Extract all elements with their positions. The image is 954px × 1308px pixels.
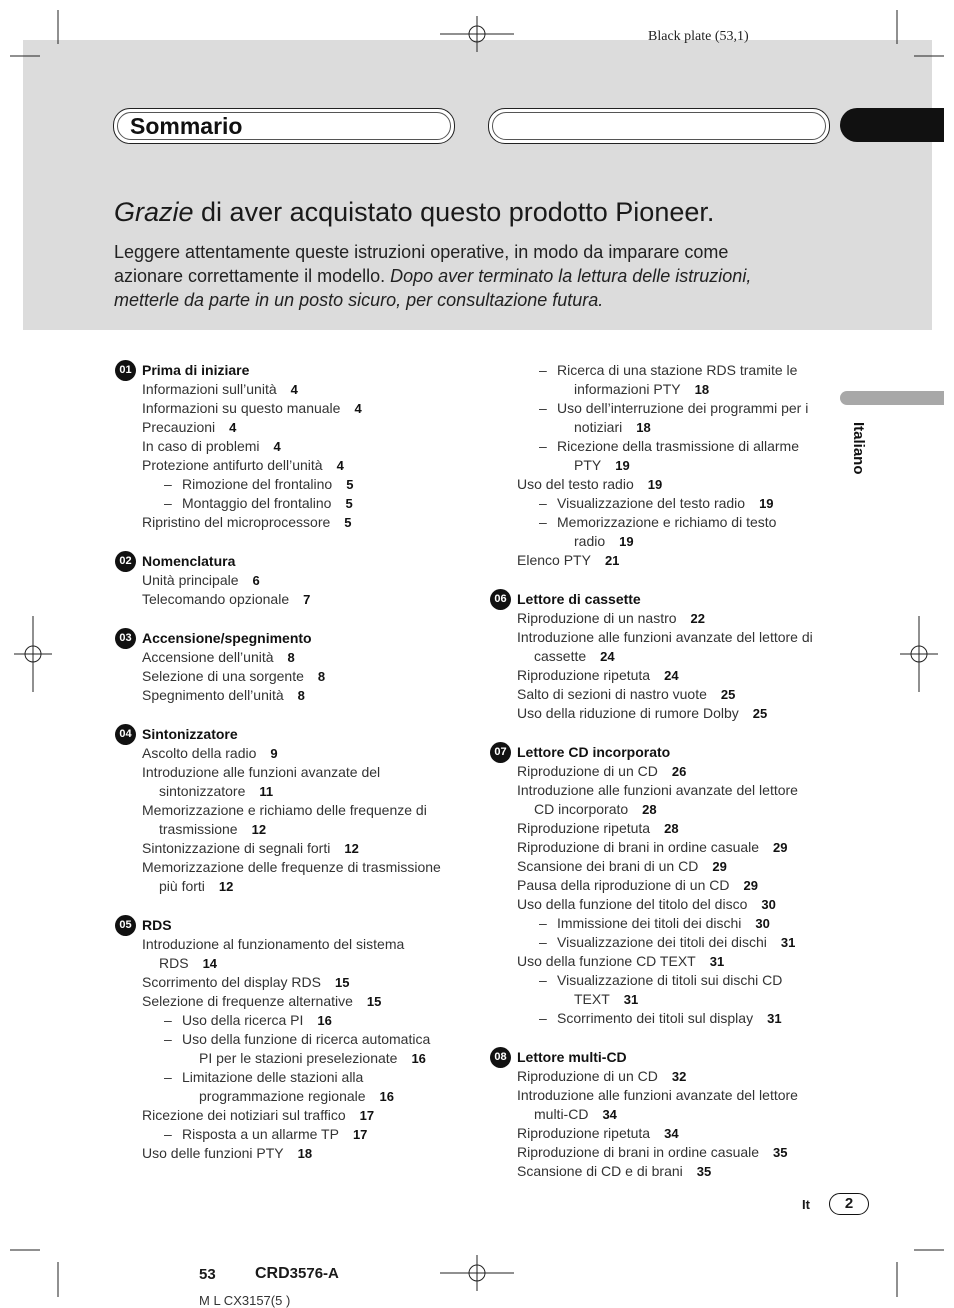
toc-entry-text: Riproduzione ripetuta bbox=[517, 820, 651, 836]
toc-entry[interactable] bbox=[142, 686, 305, 705]
toc-entry-text: Immissione dei titoli dei dischi bbox=[557, 915, 742, 931]
toc-entry-text: Introduzione alle funzioni avanzate del lettore bbox=[517, 1087, 798, 1103]
toc-entry-page: 24 bbox=[600, 649, 615, 664]
toc-entry-continuation[interactable] bbox=[199, 1049, 426, 1068]
toc-dash: – bbox=[164, 1126, 172, 1142]
toc-entry-continuation[interactable] bbox=[159, 877, 233, 896]
toc-entry-text: Uso del testo radio bbox=[517, 476, 634, 492]
toc-entry-text: Informazioni su questo manuale bbox=[142, 400, 341, 416]
toc-entry[interactable] bbox=[517, 876, 758, 895]
toc-entry-text: Accensione dell’unità bbox=[142, 649, 274, 665]
toc-entry-text: Introduzione al funzionamento del sistema bbox=[142, 936, 405, 952]
toc-entry-page: 16 bbox=[317, 1013, 332, 1028]
toc-entry-text: Ricerca di una stazione RDS tramite le bbox=[557, 362, 798, 378]
toc-entry[interactable] bbox=[142, 935, 404, 954]
toc-entry-text: In caso di problemi bbox=[142, 438, 260, 454]
toc-entry-page: 7 bbox=[303, 592, 311, 607]
toc-entry[interactable] bbox=[557, 914, 770, 933]
toc-entry[interactable] bbox=[517, 781, 798, 800]
toc-section-title[interactable]: Lettore di cassette bbox=[517, 591, 641, 607]
toc-entry[interactable] bbox=[557, 361, 797, 380]
toc-entry[interactable] bbox=[182, 1068, 363, 1087]
toc-entry-text: Riproduzione ripetuta bbox=[517, 667, 651, 683]
toc-entry[interactable] bbox=[517, 857, 727, 876]
toc-entry[interactable] bbox=[557, 971, 782, 990]
intro-line-3 bbox=[114, 288, 814, 312]
toc-entry-page: 16 bbox=[379, 1089, 395, 1104]
toc-entry[interactable] bbox=[142, 1106, 374, 1125]
toc-entry-page: 21 bbox=[604, 553, 620, 568]
headline-rest: di aver acquistato questo prodotto Pioneer. bbox=[193, 197, 715, 227]
toc-entry[interactable] bbox=[142, 590, 310, 609]
section-number-badge: 06 bbox=[490, 589, 511, 610]
toc-dash: – bbox=[539, 400, 547, 416]
intro-line-1: Leggere attentamente queste istruzioni operative, in modo da imparare come bbox=[114, 242, 729, 262]
toc-entry-text: Uso delle funzioni PTY bbox=[142, 1145, 284, 1161]
toc-dash: – bbox=[539, 362, 547, 378]
toc-entry-text: Uso dell’interruzione dei programmi per i bbox=[557, 400, 809, 416]
toc-entry-text: Scansione di CD e di brani bbox=[517, 1163, 683, 1179]
toc-entry-text: notiziari bbox=[574, 419, 623, 435]
toc-entry-text: CD incorporato bbox=[534, 801, 629, 817]
toc-entry-page: 34 bbox=[602, 1107, 617, 1122]
toc-entry-page: 12 bbox=[344, 841, 359, 856]
language-tab bbox=[840, 391, 944, 405]
toc-entry-page: 35 bbox=[696, 1164, 712, 1179]
toc-entry-page: 29 bbox=[712, 859, 727, 874]
toc-entry-page: 11 bbox=[259, 784, 274, 799]
toc-entry[interactable] bbox=[182, 1030, 430, 1049]
intro-line-2 bbox=[114, 264, 814, 288]
toc-entry-page: 31 bbox=[623, 992, 639, 1007]
toc-entry-page: 4 bbox=[273, 439, 281, 454]
toc-entry[interactable] bbox=[517, 1067, 686, 1086]
toc-entry-page: 19 bbox=[619, 534, 634, 549]
toc-entry-page: 15 bbox=[334, 975, 350, 990]
toc-dash: – bbox=[539, 495, 547, 511]
toc-entry[interactable] bbox=[557, 437, 799, 456]
toc-entry-page: 35 bbox=[773, 1145, 788, 1160]
intro-line-2-normal: azionare correttamente il modello. bbox=[114, 266, 391, 286]
toc-entry-text: Selezione di una sorgente bbox=[142, 668, 304, 684]
toc-entry-continuation[interactable] bbox=[199, 1087, 394, 1106]
toc-entry-text: informazioni PTY bbox=[574, 381, 681, 397]
toc-entry-page: 26 bbox=[671, 764, 687, 779]
toc-entry-text: Uso della funzione di ricerca automatica bbox=[182, 1031, 431, 1047]
toc-entry-page: 8 bbox=[317, 669, 326, 684]
toc-entry-text: Ascolto della radio bbox=[142, 745, 257, 761]
toc-entry[interactable] bbox=[517, 609, 705, 628]
toc-entry[interactable] bbox=[517, 685, 735, 704]
toc-entry-page: 19 bbox=[759, 496, 774, 511]
black-tab bbox=[840, 108, 944, 142]
toc-entry[interactable] bbox=[517, 1086, 798, 1105]
toc-dash: – bbox=[164, 1069, 172, 1085]
toc-entry-text: Visualizzazione del testo radio bbox=[557, 495, 746, 511]
toc-dash: – bbox=[539, 972, 547, 988]
toc-entry[interactable] bbox=[557, 1009, 782, 1028]
toc-entry-page: 29 bbox=[773, 840, 788, 855]
toc-entry-text: Riproduzione di brani in ordine casuale bbox=[517, 1144, 760, 1160]
toc-entry-text: Visualizzazione dei titoli dei dischi bbox=[557, 934, 767, 950]
toc-entry-page: 12 bbox=[251, 822, 267, 837]
toc-entry-page: 25 bbox=[752, 706, 768, 721]
toc-entry-page: 34 bbox=[664, 1126, 679, 1141]
section-number-badge: 08 bbox=[490, 1047, 511, 1068]
toc-entry-page: 4 bbox=[229, 420, 237, 435]
toc-entry[interactable] bbox=[142, 399, 362, 418]
toc-entry-text: Rimozione del frontalino bbox=[182, 476, 333, 492]
toc-entry-page: 17 bbox=[359, 1108, 375, 1123]
toc-entry-text: Uso della riduzione di rumore Dolby bbox=[517, 705, 739, 721]
toc-entry-page: 8 bbox=[287, 650, 295, 665]
toc-entry-text: Ricezione dei notiziari sul traffico bbox=[142, 1107, 346, 1123]
toc-entry-page: 4 bbox=[354, 401, 362, 416]
toc-entry[interactable] bbox=[517, 1162, 711, 1181]
toc-entry-page: 28 bbox=[664, 821, 679, 836]
section-number-badge: 03 bbox=[115, 628, 136, 649]
toc-entry[interactable] bbox=[142, 992, 381, 1011]
headline-italic: Grazie bbox=[114, 197, 194, 227]
section-number-badge: 04 bbox=[115, 724, 136, 745]
plate-label: Black plate (53,1) bbox=[648, 29, 749, 44]
toc-entry-continuation[interactable] bbox=[574, 990, 638, 1009]
toc-entry-page: 31 bbox=[767, 1011, 782, 1026]
toc-entry-page: 5 bbox=[344, 515, 352, 530]
toc-entry-continuation[interactable] bbox=[574, 418, 651, 437]
toc-entry-text: Informazioni sull’unità bbox=[142, 381, 277, 397]
toc-entry-text: programmazione regionale bbox=[199, 1088, 366, 1104]
toc-entry-page: 6 bbox=[252, 573, 260, 588]
toc-entry-text: Scorrimento del display RDS bbox=[142, 974, 321, 990]
toc-entry-text: Memorizzazione delle frequenze di trasmissione bbox=[142, 859, 441, 875]
headline bbox=[114, 197, 714, 228]
toc-entry-page: 18 bbox=[694, 382, 710, 397]
toc-section-title[interactable]: Nomenclatura bbox=[142, 553, 236, 569]
toc-entry-page: 9 bbox=[270, 746, 278, 761]
footer-cut-off-text: M L CX3157(5 ) bbox=[199, 1293, 291, 1308]
toc-entry[interactable] bbox=[142, 380, 298, 399]
toc-entry-continuation[interactable] bbox=[534, 800, 657, 819]
toc-entry[interactable] bbox=[142, 858, 441, 877]
toc-entry[interactable] bbox=[182, 1125, 367, 1144]
toc-entry-text: multi-CD bbox=[534, 1106, 589, 1122]
toc-section-title[interactable]: Sintonizzatore bbox=[142, 726, 238, 742]
toc-entry-page: 22 bbox=[690, 611, 706, 626]
toc-entry-continuation[interactable] bbox=[574, 456, 630, 475]
toc-entry[interactable] bbox=[517, 666, 679, 685]
toc-entry-text: Selezione di frequenze alternative bbox=[142, 993, 353, 1009]
toc-entry-text: Scorrimento dei titoli sul display bbox=[557, 1010, 754, 1026]
toc-entry-page: 16 bbox=[411, 1051, 426, 1066]
toc-entry[interactable] bbox=[142, 418, 236, 437]
toc-entry[interactable] bbox=[517, 628, 813, 647]
toc-entry-continuation[interactable] bbox=[159, 820, 266, 839]
toc-entry-text: Introduzione alle funzioni avanzate del bbox=[142, 764, 381, 780]
toc-entry-text: RDS bbox=[159, 955, 189, 971]
toc-entry-text: Protezione antifurto dell’unità bbox=[142, 457, 323, 473]
toc-dash: – bbox=[164, 495, 172, 511]
toc-entry[interactable] bbox=[142, 571, 260, 590]
toc-entry-text: Riproduzione di brani in ordine casuale bbox=[517, 839, 760, 855]
toc-entry-page: 24 bbox=[664, 668, 679, 683]
toc-entry[interactable] bbox=[557, 513, 776, 532]
toc-entry[interactable] bbox=[557, 933, 795, 952]
toc-entry-page: 8 bbox=[297, 688, 305, 703]
side-language-label: Italiano bbox=[850, 422, 867, 475]
toc-entry-text: Precauzioni bbox=[142, 419, 216, 435]
toc-section-title[interactable]: Lettore CD incorporato bbox=[517, 744, 671, 760]
toc-entry-page: 12 bbox=[218, 879, 234, 894]
toc-entry-page: 14 bbox=[202, 956, 218, 971]
toc-entry-page: 19 bbox=[647, 477, 663, 492]
toc-entry[interactable] bbox=[142, 456, 344, 475]
toc-entry[interactable] bbox=[142, 667, 325, 686]
toc-dash: – bbox=[164, 1012, 172, 1028]
toc-entry[interactable] bbox=[517, 551, 619, 570]
toc-entry-page: 32 bbox=[671, 1069, 687, 1084]
toc-entry[interactable] bbox=[142, 437, 281, 456]
toc-entry-continuation[interactable] bbox=[159, 782, 273, 801]
toc-entry-text: Riproduzione di un CD bbox=[517, 1068, 658, 1084]
footer-page-number: 2 bbox=[829, 1193, 869, 1215]
section-number-badge: 02 bbox=[115, 551, 136, 572]
toc-entry-text: PI per le stazioni preselezionate bbox=[199, 1050, 398, 1066]
toc-entry-page: 31 bbox=[709, 954, 725, 969]
toc-section-title[interactable]: Lettore multi-CD bbox=[517, 1049, 627, 1065]
toc-entry[interactable] bbox=[557, 494, 774, 513]
toc-dash: – bbox=[164, 476, 172, 492]
toc-entry-text: Uso della funzione del titolo del disco bbox=[517, 896, 748, 912]
toc-entry-text: Memorizzazione e richiamo delle frequenze di bbox=[142, 802, 427, 818]
blank-pill bbox=[488, 108, 830, 144]
toc-entry-text: Scansione dei brani di un CD bbox=[517, 858, 699, 874]
toc-entry-text: Spegnimento dell’unità bbox=[142, 687, 284, 703]
toc-entry[interactable] bbox=[517, 952, 724, 971]
toc-entry-text: Telecomando opzionale bbox=[142, 591, 290, 607]
toc-entry-page: 28 bbox=[642, 802, 657, 817]
toc-entry-text: più forti bbox=[159, 878, 205, 894]
toc-dash: – bbox=[539, 438, 547, 454]
toc-entry-page: 30 bbox=[761, 897, 776, 912]
toc-entry-text: Ricezione della trasmissione di allarme bbox=[557, 438, 799, 454]
toc-entry[interactable] bbox=[517, 838, 788, 857]
toc-entry[interactable] bbox=[517, 1124, 679, 1143]
toc-entry-text: Salto di sezioni di nastro vuote bbox=[517, 686, 707, 702]
toc-entry-text: Limitazione delle stazioni alla bbox=[182, 1069, 364, 1085]
footer-plate-number: 53 bbox=[199, 1266, 216, 1283]
toc-section-title[interactable]: Prima di iniziare bbox=[142, 362, 250, 378]
footer-model-prefix: CRD bbox=[255, 1265, 290, 1282]
toc-entry[interactable] bbox=[142, 801, 427, 820]
toc-entry-text: Uso della funzione CD TEXT bbox=[517, 953, 696, 969]
toc-entry-text: cassette bbox=[534, 648, 587, 664]
toc-entry[interactable] bbox=[182, 1011, 332, 1030]
toc-dash: – bbox=[164, 1031, 172, 1047]
toc-entry[interactable] bbox=[517, 819, 679, 838]
toc-entry[interactable] bbox=[142, 648, 295, 667]
toc-entry-page: 18 bbox=[297, 1146, 313, 1161]
section-title: Sommario bbox=[130, 113, 243, 139]
toc-entry-page: 31 bbox=[780, 935, 796, 950]
toc-entry-page: 4 bbox=[336, 458, 344, 473]
toc-entry[interactable] bbox=[517, 762, 686, 781]
toc-entry-text: Pausa della riproduzione di un CD bbox=[517, 877, 730, 893]
toc-dash: – bbox=[539, 1010, 547, 1026]
toc-entry-text: trasmissione bbox=[159, 821, 238, 837]
toc-entry-page: 15 bbox=[366, 994, 382, 1009]
toc-entry[interactable] bbox=[517, 704, 767, 723]
intro-line-3-italic: metterle da parte in un posto sicuro, per consultazione futura. bbox=[114, 290, 604, 310]
toc-entry-text: Ripristino del microprocessore bbox=[142, 514, 331, 530]
toc-entry-page: 4 bbox=[290, 382, 298, 397]
toc-dash: – bbox=[539, 915, 547, 931]
section-number-badge: 07 bbox=[490, 742, 511, 763]
toc-entry-page: 5 bbox=[346, 477, 354, 492]
toc-entry[interactable] bbox=[182, 475, 353, 494]
toc-entry[interactable] bbox=[142, 839, 359, 858]
toc-section-title[interactable]: Accensione/spegnimento bbox=[142, 630, 312, 646]
toc-entry[interactable] bbox=[517, 475, 662, 494]
toc-entry-text: TEXT bbox=[574, 991, 610, 1007]
intro-paragraph bbox=[114, 240, 814, 312]
toc-entry-text: Elenco PTY bbox=[517, 552, 591, 568]
section-number-badge: 05 bbox=[115, 915, 136, 936]
toc-dash: – bbox=[539, 934, 547, 950]
toc-entry-text: Risposta a un allarme TP bbox=[182, 1126, 339, 1142]
toc-entry-page: 17 bbox=[352, 1127, 368, 1142]
toc-entry-page: 25 bbox=[720, 687, 736, 702]
toc-entry-page: 18 bbox=[636, 420, 651, 435]
toc-entry-text: Riproduzione di un nastro bbox=[517, 610, 677, 626]
toc-entry-text: Introduzione alle funzioni avanzate del lettore di bbox=[517, 629, 813, 645]
toc-dash: – bbox=[539, 514, 547, 530]
footer-language: It bbox=[802, 1197, 810, 1212]
section-number-badge: 01 bbox=[115, 360, 136, 381]
toc-entry-text: PTY bbox=[574, 457, 602, 473]
toc-entry-text: Uso della ricerca PI bbox=[182, 1012, 304, 1028]
toc-section-title[interactable]: RDS bbox=[142, 917, 172, 933]
toc-entry-continuation[interactable] bbox=[534, 1105, 617, 1124]
toc-entry-text: sintonizzatore bbox=[159, 783, 246, 799]
toc-entry-text: Introduzione alle funzioni avanzate del lettore bbox=[517, 782, 798, 798]
toc-entry[interactable] bbox=[182, 494, 353, 513]
toc-entry[interactable] bbox=[142, 513, 352, 532]
toc-entry-continuation[interactable] bbox=[534, 647, 615, 666]
toc-entry-continuation[interactable] bbox=[574, 380, 709, 399]
toc-entry-continuation[interactable] bbox=[574, 532, 634, 551]
toc-entry-page: 30 bbox=[755, 916, 770, 931]
toc-entry[interactable] bbox=[557, 399, 808, 418]
toc-entry[interactable] bbox=[142, 763, 380, 782]
toc-entry-page: 19 bbox=[615, 458, 630, 473]
intro-line-2-italic: Dopo aver terminato la lettura delle istruzioni, bbox=[390, 266, 752, 286]
toc-entry[interactable] bbox=[517, 895, 776, 914]
toc-entry-text: Memorizzazione e richiamo di testo bbox=[557, 514, 777, 530]
footer-model-suffix: 3576-A bbox=[289, 1265, 339, 1282]
toc-entry[interactable] bbox=[142, 973, 349, 992]
toc-entry-continuation[interactable] bbox=[159, 954, 217, 973]
toc-entry-text: Riproduzione ripetuta bbox=[517, 1125, 651, 1141]
footer-model bbox=[255, 1265, 339, 1283]
toc-entry-text: Sintonizzazione di segnali forti bbox=[142, 840, 331, 856]
toc-entry-text: Unità principale bbox=[142, 572, 239, 588]
toc-entry[interactable] bbox=[142, 1144, 312, 1163]
toc-entry-text: radio bbox=[574, 533, 606, 549]
toc-entry[interactable] bbox=[517, 1143, 788, 1162]
toc-entry-page: 29 bbox=[743, 878, 758, 893]
toc-entry-text: Montaggio del frontalino bbox=[182, 495, 332, 511]
toc-entry[interactable] bbox=[142, 744, 278, 763]
toc-entry-page: 5 bbox=[345, 496, 353, 511]
toc-entry-text: Riproduzione di un CD bbox=[517, 763, 658, 779]
toc-entry-text: Visualizzazione di titoli sui dischi CD bbox=[557, 972, 783, 988]
